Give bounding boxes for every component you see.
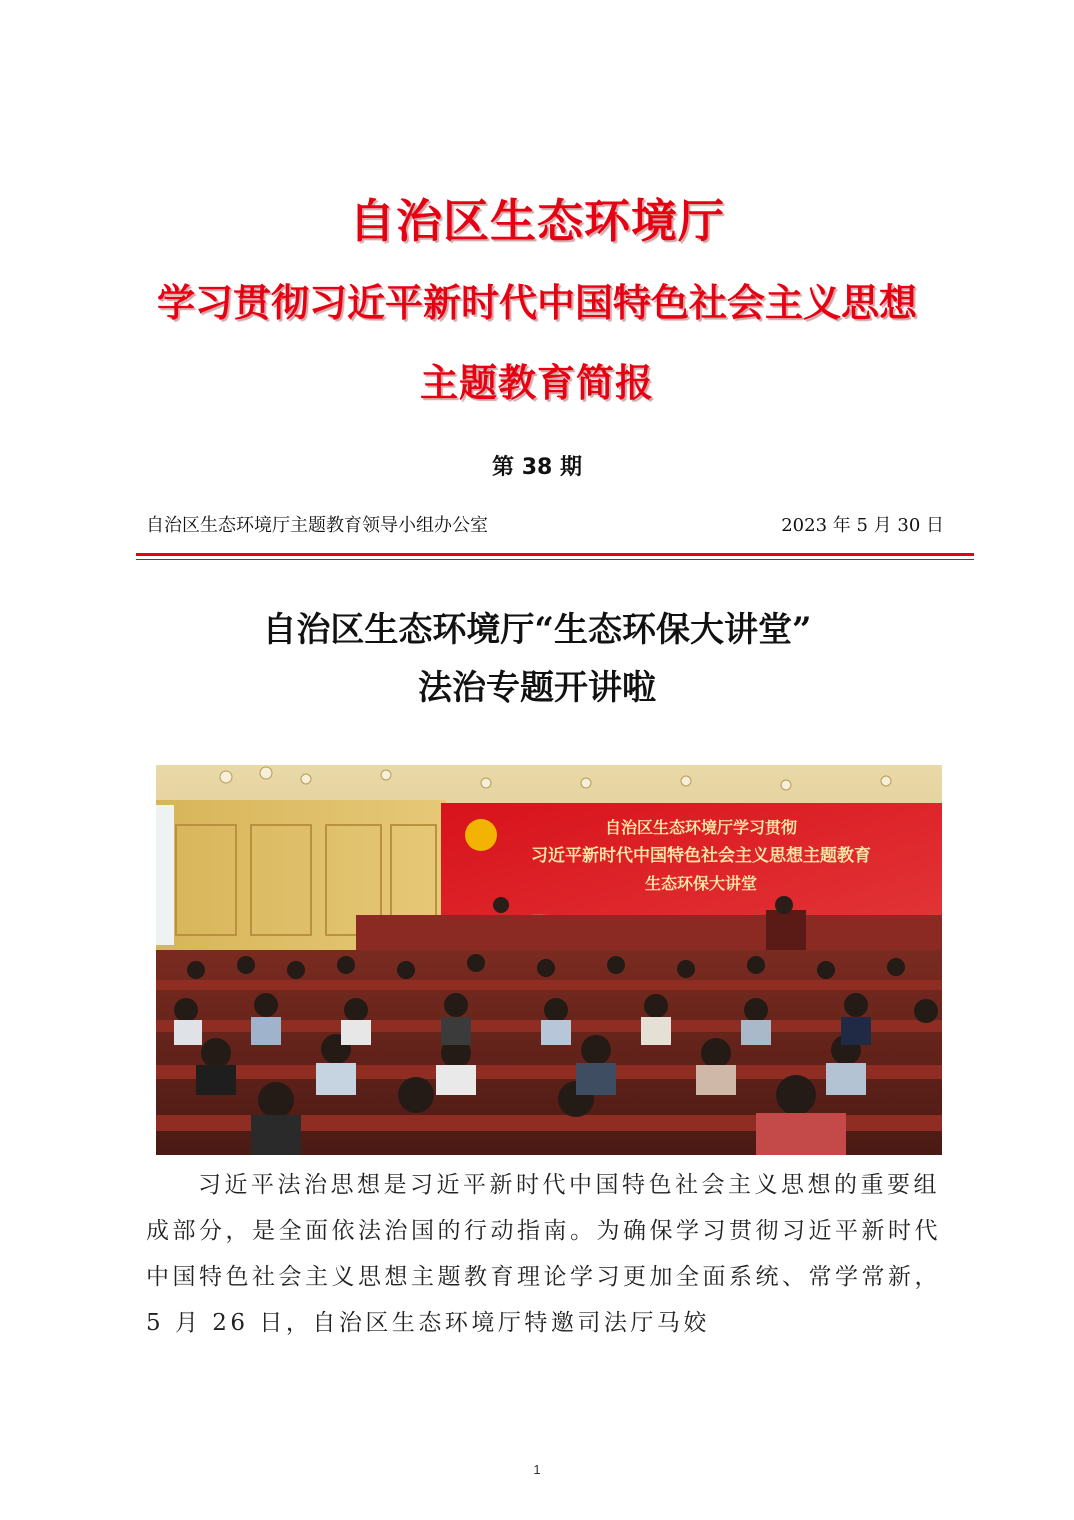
red-divider-thick xyxy=(136,553,974,556)
issuing-office: 自治区生态环境厅主题教育领导小组办公室 xyxy=(146,515,488,536)
bulletin-title-line2: 学习贯彻习近平新时代中国特色社会主义思想 xyxy=(156,280,917,325)
banner-text-line2: 习近平新时代中国特色社会主义思想主题教育 xyxy=(531,846,871,866)
bulletin-title-line3: 主题教育简报 xyxy=(419,360,654,405)
issue-number: 第 38 期 xyxy=(492,455,582,480)
issue-date: 2023 年 5 月 30 日 xyxy=(781,515,944,536)
article-title-line2: 法治专题开讲啦 xyxy=(418,668,656,708)
lecture-photo xyxy=(156,765,942,1155)
banner-text-line3: 生态环保大讲堂 xyxy=(644,874,758,893)
red-divider-thin xyxy=(136,559,974,560)
bulletin-title-line1: 自治区生态环境厅 xyxy=(349,194,725,248)
page-number: 1 xyxy=(533,1462,541,1477)
article-body: 习近平法治思想是习近平新时代中国特色社会主义思想的重要组成部分，是全面依法治国的行动指南。为确保学习贯彻习近平新时代中国特色社会主义思想主题教育理论学习更加全面系统、常学常新，5 月 26 日，自治区生态环境厅特邀司法厅马姣 xyxy=(146,1172,941,1336)
article-title-line1: 自治区生态环境厅“生态环保大讲堂” xyxy=(262,610,812,650)
banner-text-line1: 自治区生态环境厅学习贯彻 xyxy=(604,818,798,837)
